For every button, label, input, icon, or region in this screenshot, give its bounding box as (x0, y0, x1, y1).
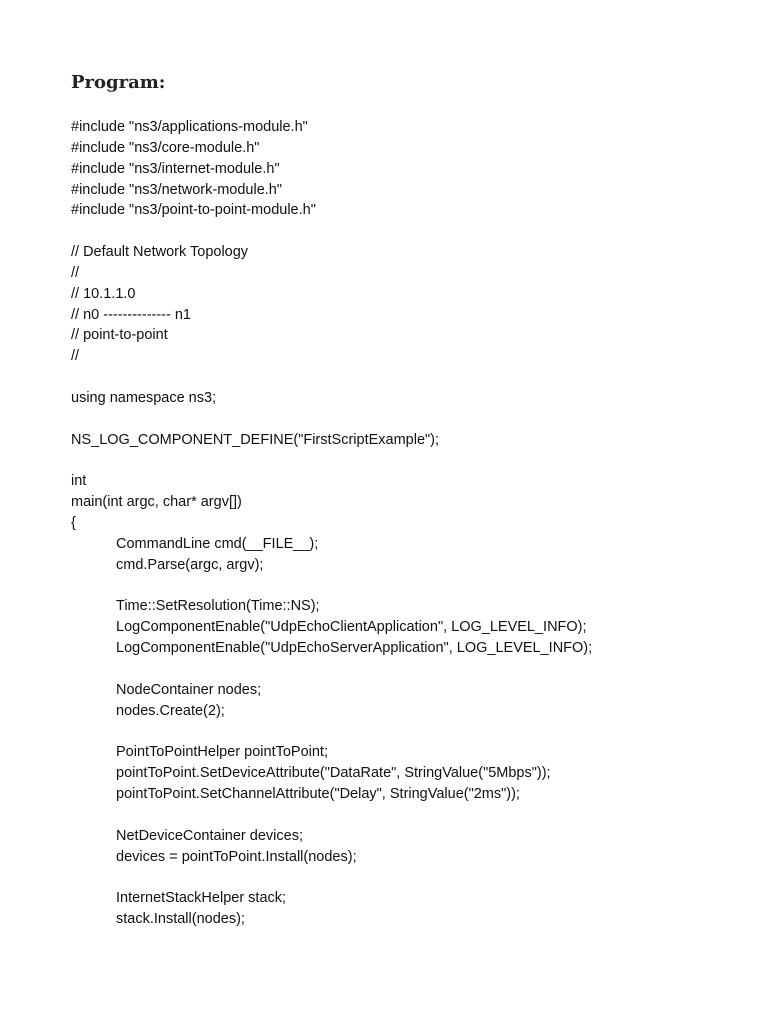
code-line: NodeContainer nodes; (116, 681, 262, 698)
code-line (71, 409, 592, 430)
code-line: CommandLine cmd(__FILE__); (116, 535, 319, 552)
code-line: // Default Network Topology (71, 244, 249, 261)
code-line: // point-to-point (71, 327, 168, 344)
code-line: #include "ns3/applications-module.h" (71, 119, 308, 135)
code-line: NetDeviceContainer devices; (116, 827, 303, 844)
code-line (71, 367, 592, 388)
code-line: pointToPoint.SetChannelAttribute("Delay", StringValue("2ms")); (116, 786, 520, 802)
code-line: // (71, 348, 80, 365)
code-line (71, 805, 592, 826)
code-line: #include "ns3/point-to-point-module.h" (71, 202, 316, 219)
code-line: #include "ns3/network-module.h" (71, 181, 282, 198)
code-line (71, 576, 592, 597)
code-line: int (71, 473, 87, 490)
code-line: // 10.1.1.0 (71, 285, 136, 302)
code-line (71, 867, 592, 888)
code-line (71, 721, 592, 742)
code-line: cmd.Parse(argc, argv); (116, 556, 264, 573)
code-line (71, 221, 592, 242)
code-block (71, 117, 592, 930)
code-line: LogComponentEnable("UdpEchoClientApplication", LOG_LEVEL_INFO); (116, 619, 587, 636)
code-line (71, 451, 592, 472)
code-line: InternetStackHelper stack; (116, 890, 287, 907)
code-line: using namespace ns3; (71, 389, 217, 406)
code-line: Time::SetResolution(Time::NS); (116, 598, 320, 615)
code-line: main(int argc, char* argv[]) (71, 494, 242, 511)
code-line: stack.Install(nodes); (116, 911, 245, 928)
code-line: devices = pointToPoint.Install(nodes); (116, 848, 357, 865)
code-line: LogComponentEnable("UdpEchoServerApplication", LOG_LEVEL_INFO); (116, 640, 593, 657)
code-line: // (71, 264, 80, 281)
code-line (71, 659, 592, 680)
code-line: { (71, 515, 76, 532)
code-line: NS_LOG_COMPONENT_DEFINE("FirstScriptExample"); (71, 431, 440, 448)
code-line: nodes.Create(2); (116, 702, 225, 719)
program-heading: Program: (71, 72, 166, 93)
code-line: #include "ns3/core-module.h" (71, 139, 260, 156)
code-line: // n0 -------------- n1 (71, 306, 192, 323)
code-line: #include "ns3/internet-module.h" (71, 160, 280, 177)
code-line: PointToPointHelper pointToPoint; (116, 744, 328, 761)
code-line: pointToPoint.SetDeviceAttribute("DataRate", StringValue("5Mbps")); (116, 765, 551, 782)
